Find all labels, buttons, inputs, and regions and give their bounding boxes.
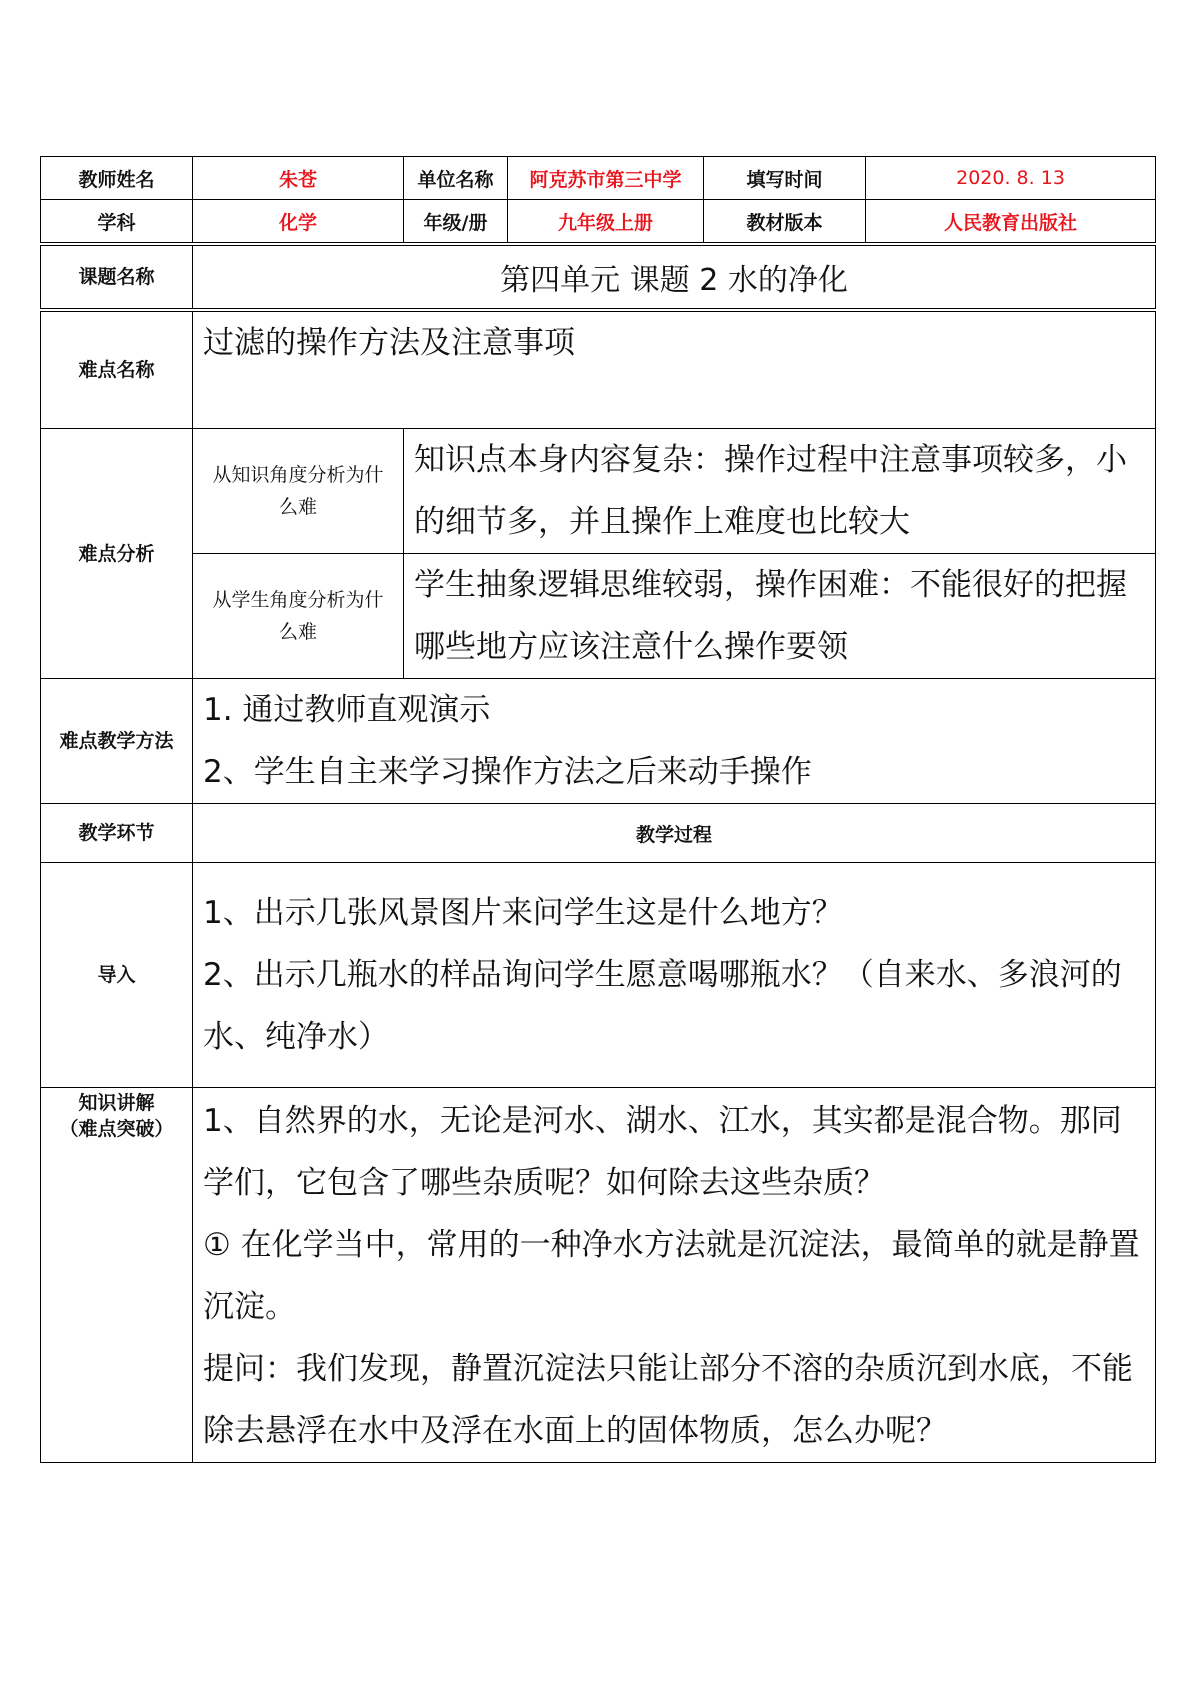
- lecture-label-line-2: （难点突破）: [59, 1118, 174, 1140]
- topic-value: 第四单元 课题 2 水的净化: [193, 244, 1156, 310]
- unit-label: 单位名称: [404, 157, 508, 200]
- lecture-label-line-1: 知识讲解: [78, 1092, 155, 1114]
- lecture-label: [41, 1088, 193, 1463]
- process-label: 教学过程: [193, 804, 1156, 863]
- analysis-label: 难点分析: [41, 429, 193, 679]
- date-label: 填写时间: [704, 157, 866, 200]
- lesson-plan-table: [40, 156, 1156, 1463]
- lesson-plan-sheet: [40, 156, 1155, 1463]
- method-line-2: 2、学生自主来学习操作方法之后来动手操作: [203, 754, 812, 790]
- intro-line-1: 1、出示几张风景图片来问学生这是什么地方？: [203, 895, 843, 931]
- method-row: [41, 679, 1156, 804]
- intro-row: [41, 863, 1156, 1088]
- grade-value: 九年级上册: [508, 200, 704, 245]
- intro-label: 导入: [41, 863, 193, 1088]
- lecture-paragraph-3: 提问：我们发现，静置沉淀法只能让部分不溶的杂质沉到水底，不能除去悬浮在水中及浮在水面上的固体物质，怎么办呢？: [203, 1351, 1133, 1449]
- intro-line-2: 2、出示几瓶水的样品询问学生愿意喝哪瓶水？（自来水、多浪河的水、纯净水）: [203, 957, 1122, 1055]
- lecture-content: [193, 1088, 1156, 1463]
- method-content: [193, 679, 1156, 804]
- method-line-1: 1. 通过教师直观演示: [203, 692, 491, 728]
- date-value: 2020. 8. 13: [866, 157, 1156, 200]
- lecture-paragraph-1: 1、自然界的水，无论是河水、湖水、江水，其实都是混合物。那同学们，它包含了哪些杂质呢？如何除去这些杂质？: [203, 1103, 1122, 1201]
- grade-label: 年级/册: [404, 200, 508, 245]
- subject-label: 学科: [41, 200, 193, 245]
- stage-label: 教学环节: [41, 804, 193, 863]
- teacher-value: 朱苍: [193, 157, 404, 200]
- process-header-row: [41, 804, 1156, 863]
- topic-label: 课题名称: [41, 244, 193, 310]
- difficulty-label: 难点名称: [41, 310, 193, 429]
- analysis-row-knowledge: [41, 429, 1156, 554]
- lecture-paragraph-2: ① 在化学当中，常用的一种净水方法就是沉淀法，最简单的就是静置沉淀。: [203, 1227, 1140, 1325]
- knowledge-angle-label: 从知识角度分析为什么难: [193, 429, 404, 554]
- difficulty-row: [41, 310, 1156, 429]
- unit-value: 阿克苏市第三中学: [508, 157, 704, 200]
- student-angle-text: 学生抽象逻辑思维较弱，操作困难：不能很好的把握哪些地方应该注意什么操作要领: [404, 554, 1156, 679]
- intro-content: [193, 863, 1156, 1088]
- knowledge-angle-text: 知识点本身内容复杂：操作过程中注意事项较多，小的细节多，并且操作上难度也比较大: [404, 429, 1156, 554]
- edition-value: 人民教育出版社: [866, 200, 1156, 245]
- teacher-label: 教师姓名: [41, 157, 193, 200]
- analysis-row-student: [41, 554, 1156, 679]
- method-label: 难点教学方法: [41, 679, 193, 804]
- subject-value: 化学: [193, 200, 404, 245]
- edition-label: 教材版本: [704, 200, 866, 245]
- student-angle-label: 从学生角度分析为什么难: [193, 554, 404, 679]
- header-row-1: [41, 157, 1156, 200]
- header-row-2: [41, 200, 1156, 245]
- difficulty-value: 过滤的操作方法及注意事项: [193, 310, 1156, 429]
- lecture-row: [41, 1088, 1156, 1463]
- topic-row: [41, 244, 1156, 310]
